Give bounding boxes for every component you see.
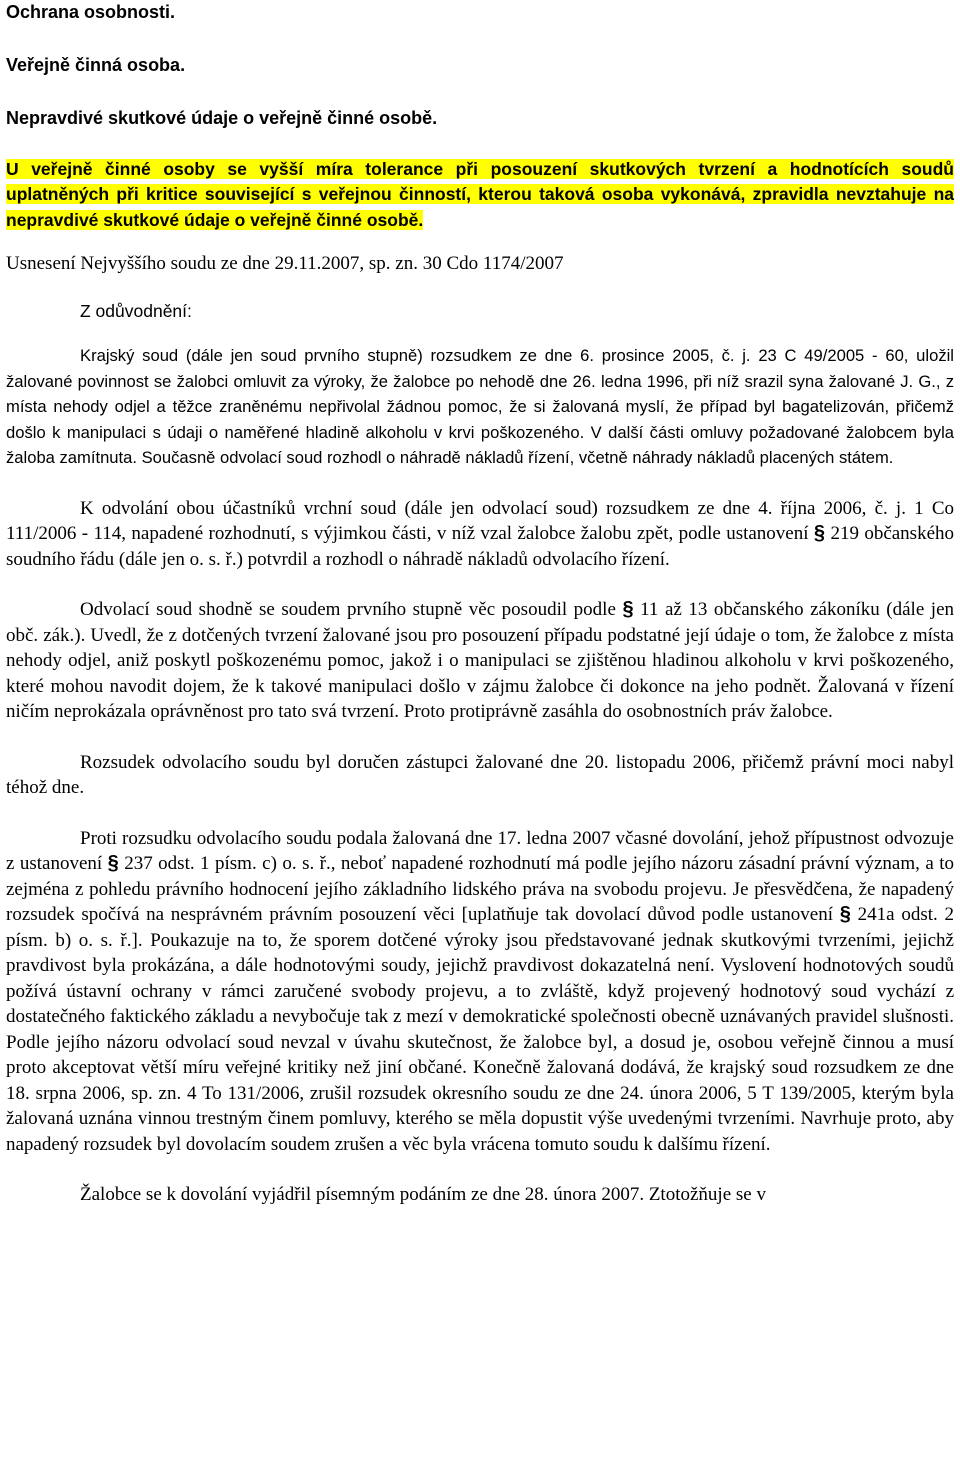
section-sign-icon: § [813, 522, 826, 544]
keyword-3: Nepravdivé skutkové údaje o veřejně činné osobě. [6, 108, 438, 128]
keyword-2: Veřejně činná osoba. [6, 54, 186, 75]
headnote-highlight: U veřejně činné osoby se vyšší míra tolerance při posouzení skutkových tvrzení a hodnotících soudů uplatněných při kritice související s veřejnou činností, kterou taková osoba vykonává, zpravidla nevztahuje na nepravdivé skutkové údaje o veřejně činné osobě. [6, 158, 954, 230]
reasoning-heading: Z odůvodnění: [80, 300, 192, 321]
paragraph-appellate-review-text-c: 241a odst. 2 písm. b) o. s. ř.]. Poukazuje na to, že sporem dotčené výroky jsou představované jednak skutkovými tvrzeními, jejichž pravdivost byla prokázána, a dále hodnotovými soudy, jejichž pravdivost dokazatelná není. Vyslovení hodnotových soudů požívá ústavní ochrany v rámci zaručené svobody projevu, a to zvláště, když projevený hodnotový soud vychází z dostatečného faktického základu a nevybočuje tak z mezí v demokratické společnosti obecně uznávaných pravidel slušnosti. Podle jejího názoru odvolací soud nevzal v úvahu skutečnost, že žalobce byl, a dosud je, osobou veřejně činnou a musí proto akceptovat větší míru veřejné kritiky než jiní občané. Konečně žalovaná dodává, že krajský soud rozsudkem ze dne 18. srpna 2006, sp. zn. 4 To 131/2006, zrušil rozsudek okresního soudu ze dne 24. února 2006, 5 T 139/2005, kterým byla žalovaná uznána vinnou trestným činem pomluvy, kterého se měla dopustit výše uvedenými tvrzeními. Navrhuje proto, aby napadený rozsudek byl dovolacím soudem zrušen a věc byla vrácena tomuto soudu k dalšímu řízení. [6, 904, 955, 1155]
section-sign-icon: § [622, 598, 634, 620]
document-page [6, 0, 954, 1208]
paragraph-delivery: Rozsudek odvolacího soudu byl doručen zástupci žalované dne 20. listopadu 2006, přičemž právní moci nabyl téhož dne. [6, 751, 954, 798]
section-sign-icon: § [107, 852, 119, 874]
paragraph-appeal-reasoning [6, 597, 954, 725]
decision-citation: Usnesení Nejvyššího soudu ze dne 29.11.2007, sp. zn. 30 Cdo 1174/2007 [6, 253, 564, 274]
paragraph-appeal-text-a: K odvolání obou účastníků vrchní soud (dále jen odvolací soud) rozsudkem ze dne 4. října 2006, č. j. 1 Co 111/2006 - 114, napadené rozhodnutí, s výjimkou části, v níž vzal žalobce žalobu zpět, podle ustanovení [6, 497, 954, 544]
paragraph-appellate-review [6, 826, 954, 1158]
paragraph-first-instance: Krajský soud (dále jen soud prvního stupně) rozsudkem ze dne 6. prosince 2005, č. j. 23 C 49/2005 - 60, uložil žalované povinnost se žalobci omluvit za výroky, že žalobce po nehodě dne 26. ledna 1996, při níž srazil syna žalované J. G., z místa nehody odjel a těžce zraněnému nepřivolal žádnou pomoc, že si žalovaná myslí, že případ byl bagatelizován, přičemž došlo k manipulaci s údaji o naměřené hladině alkoholu v krvi poškozeného. V další části omluvy požadované žalobcem byla žaloba zamítnuta. Současně odvolací soud rozhodl o náhradě nákladů řízení, včetně náhrady nákladů placených státem. [6, 346, 954, 467]
paragraph-plaintiff-response: Žalobce se k dovolání vyjádřil písemným podáním ze dne 28. února 2007. Ztotožňuje se v [80, 1184, 766, 1205]
headnote [6, 157, 954, 234]
section-sign-icon: § [839, 903, 851, 925]
paragraph-appellate-review-text-b: 237 odst. 1 písm. c) o. s. ř., neboť napadené rozhodnutí má podle jejího názoru zásadní právní význam, a to zejména z pohledu právního hodnocení jejího základního lidského práva na svobodu projevu. Je přesvědčena, že napadený rozsudek spočívá na nesprávném právním posouzení věci [uplatňuje tak dovolací důvod podle ustanovení [6, 853, 954, 925]
paragraph-appeal-text-b: 219 občanského soudního řádu (dále jen o. s. ř.) potvrdil a rozhodl o náhradě nákladů odvolacího řízení. [6, 523, 955, 570]
keyword-1: Ochrana osobnosti. [6, 2, 176, 22]
paragraph-appellate-review-text-a: Proti rozsudku odvolacího soudu podala žalovaná dne 17. ledna 2007 včasné dovolání, jehož přípustnost odvozuje z ustanovení [6, 827, 954, 874]
paragraph-appeal [6, 496, 954, 573]
paragraph-appeal-reasoning-text-a: Odvolací soud shodně se soudem prvního stupně věc posoudil podle [80, 599, 616, 620]
paragraph-appeal-reasoning-text-b: 11 až 13 občanského zákoníku (dále jen obč. zák.). Uvedl, že z dotčených tvrzení žalované jsou pro posouzení případu podstatné její údaje o tom, že žalobce z místa nehody odjel, aniž poskytl poškozenému pomoc, jakož i o manipulaci se zjištěnou hladinou alkoholu v krvi poškozeného, které mohou navodit dojem, že k takové manipulaci došlo v zájmu žalobce či dokonce na jeho podnět. Žalovaná v řízení ničím neprokázala oprávněnost pro tato svá tvrzení. Proto protiprávně zasáhla do osobnostních práv žalobce. [6, 599, 955, 722]
